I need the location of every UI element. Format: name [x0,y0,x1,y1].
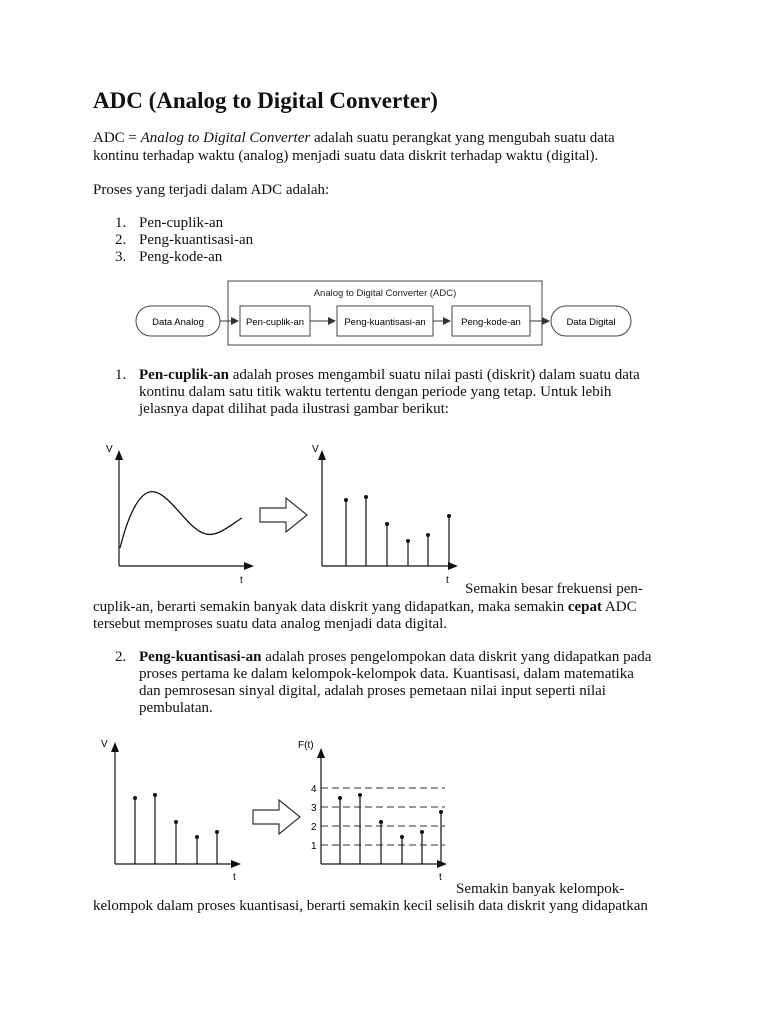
transform-arrow-icon [253,800,300,834]
level-label: 3 [311,803,317,814]
sample-point [358,793,362,797]
sampling-figure [100,438,470,590]
analog-signal-curve [120,492,242,548]
step-label: Pen-cuplik-an [139,215,224,231]
section-2-line-3: dan pemrosesan sinyal digital, adalah proses pemetaan nilai input seperti nilai [139,683,606,699]
transform-arrow-icon [260,498,307,532]
section-1-term: Pen-cuplik-an [139,367,230,383]
section-1-cont-text: cuplik-an, berarti semakin banyak data diskrit yang didapatkan, maka semakin [93,599,568,615]
section-2-term: Peng-kuantisasi-an [139,649,262,665]
sample-point [426,533,430,537]
x-axis-label: t [233,872,236,882]
section-1-line-1 [139,366,640,384]
quantized-stems [340,795,441,864]
step-number: 1. [115,215,127,231]
intro-term: Analog to Digital Converter [140,130,311,146]
adc-block-diagram [130,277,640,347]
section-1-continuation-2: tersebut memproses suatu data analog menjadi data digital. [93,616,448,632]
sample-points [344,495,451,543]
section-1-number: 1. [115,367,127,383]
y-axis-arrow [115,450,123,460]
section-1-line-2: kontinu dalam satu titik waktu tertentu dengan periode yang tetap. Untuk lebih [139,384,612,400]
step-label: Peng-kode-an [139,249,223,265]
y-axis-arrow [317,748,325,758]
sample-point [174,820,178,824]
sample-point [195,835,199,839]
sample-stems [135,795,217,864]
y-axis-arrow [111,742,119,752]
page-title: ADC (Analog to Digital Converter) [93,88,438,113]
sample-point [406,539,410,543]
sample-point [379,820,383,824]
intro-lead: ADC = [93,130,141,146]
sample-point [344,498,348,502]
section-1-text: adalah proses mengambil suatu nilai pasti (diskrit) dalam suatu data [229,367,640,383]
section-2-line-1 [139,648,651,666]
step-number: 3. [115,249,127,265]
x-axis-arrow [437,860,447,868]
section-2-line-2: proses pertama ke dalam kelompok-kelompok data. Kuantisasi, dalam matematika [139,666,634,682]
intro-rest: adalah suatu perangkat yang mengubah suatu data [310,130,615,146]
y-axis-label: V [101,739,108,750]
intro-line-2: kontinu terhadap waktu (analog) menjadi suatu data diskrit terhadap waktu (digital). [93,148,599,164]
x-axis-label: t [439,872,442,882]
y-axis-arrow [318,450,326,460]
section-2-number: 2. [115,649,127,665]
section-2-continuation-1: kelompok dalam proses kuantisasi, berarti semakin kecil selisih data diskrit yang didapatkan [93,898,648,914]
sample-point [364,495,368,499]
sample-point [420,830,424,834]
level-label: 2 [311,822,317,833]
step-label: Peng-kuantisasi-an [139,232,254,248]
section-1-cont-tail: ADC [602,599,637,615]
sample-point [447,514,451,518]
level-label: 4 [311,784,317,795]
process-intro: Proses yang terjadi dalam ADC adalah: [93,182,330,198]
section-1-continuation-1 [93,598,637,616]
stage-label: Peng-kuantisasi-an [344,317,426,328]
stage-label: Pen-cuplik-an [245,317,305,328]
section-1-after-figure: Semakin besar frekuensi pen- [465,581,643,597]
section-1-line-3: jelasnya dapat dilihat pada ilustrasi gambar berikut: [139,401,449,417]
sample-stems [346,497,449,566]
y-axis-label: V [312,444,319,455]
x-axis-label: t [240,575,243,586]
adc-container-label: Analog to Digital Converter (ADC) [313,288,457,299]
sample-point [153,793,157,797]
stage-label: Peng-kode-an [461,317,521,328]
y-axis-label: F(t) [298,740,314,751]
data-analog-label: Data Analog [152,317,204,328]
section-1-cont-bold: cepat [567,599,602,615]
section-2-line-4: pembulatan. [139,700,213,716]
sample-point [133,796,137,800]
x-axis-arrow [244,562,254,570]
level-label: 1 [311,841,317,852]
sample-point [338,796,342,800]
intro-paragraph [93,129,615,147]
y-axis-label: V [106,444,113,455]
step-number: 2. [115,232,127,248]
quantization-figure [95,732,465,882]
section-2-text: adalah proses pengelompokan data diskrit yang didapatkan pada [261,649,652,665]
sample-point [215,830,219,834]
quantized-points [338,793,443,839]
x-axis-label: t [446,575,449,586]
x-axis-arrow [231,860,241,868]
sample-point [385,522,389,526]
section-2-after-figure: Semakin banyak kelompok- [456,881,625,897]
data-digital-label: Data Digital [566,317,616,328]
sample-point [439,810,443,814]
sample-point [400,835,404,839]
